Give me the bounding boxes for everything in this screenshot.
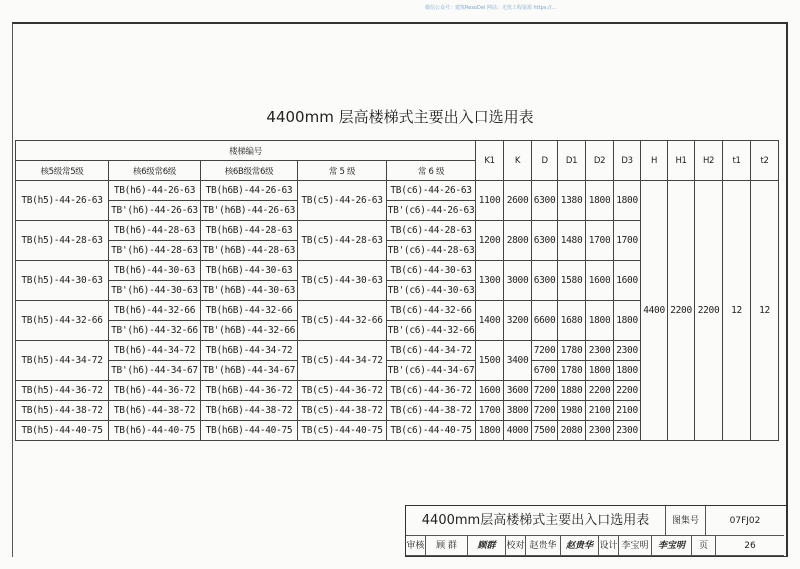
code-c6: TB(c6)-44-40-75 [387,421,476,441]
title-block-title: 4400mm层高楼梯式主要出入口选用表 [406,506,666,536]
value-d2: 2100 [586,401,614,421]
code-h6: TB(h6)-44-28-63 [109,221,201,241]
code-h5: TB(h5)-44-28-63 [16,221,109,261]
value-d: 6700 [532,361,558,381]
table-row [16,181,779,201]
code-c6: TB(c6)-44-32-66 [387,301,476,321]
value-k: 2800 [504,221,532,261]
value-d: 7500 [532,421,558,441]
value-k: 3400 [504,341,532,381]
value-d: 6300 [532,261,558,301]
value-h2: 2200 [695,181,723,441]
header-col-3: 常 5 级 [298,161,387,181]
code-h6: TB(h6)-44-40-75 [109,421,201,441]
value-d: 6600 [532,301,558,341]
value-d1: 1780 [558,341,586,361]
value-d3: 1800 [614,301,641,341]
code-h6b: TB(h6B)-44-30-63 [201,261,298,281]
designer-signature: 李宝明 [652,536,692,556]
code-h5: TB(h5)-44-34-72 [16,341,109,381]
value-d3: 2200 [614,381,641,401]
code-h6b: TB(h6B)-44-34-72 [201,341,298,361]
atlas-number: 07FJ02 [706,506,784,536]
code-h5: TB(h5)-44-38-72 [16,401,109,421]
header-d: D [532,141,558,181]
value-d2: 1800 [586,361,614,381]
value-k: 3000 [504,261,532,301]
code-c6: TB'(c6)-44-32-66 [387,321,476,341]
header-col-2: 核6B级常6级 [201,161,298,181]
value-d1: 1780 [558,361,586,381]
value-d1: 1680 [558,301,586,341]
reviewer-name: 顾 群 [426,536,468,556]
value-h: 4400 [641,181,668,441]
code-h6b: TB(h6B)-44-28-63 [201,221,298,241]
code-h6b: TB(h6B)-44-36-72 [201,381,298,401]
code-c6: TB(c6)-44-38-72 [387,401,476,421]
value-d3: 1600 [614,261,641,301]
code-c6: TB'(c6)-44-30-63 [387,281,476,301]
value-k: 2600 [504,181,532,221]
code-h6b: TB(h6B)-44-40-75 [201,421,298,441]
value-k: 4000 [504,421,532,441]
code-h5: TB(h5)-44-32-66 [16,301,109,341]
checker-name: 赵贵华 [526,536,561,556]
code-h6: TB'(h6)-44-26-63 [109,201,201,221]
page-number: 26 [716,536,784,556]
watermark: 微信公众号：建筑ResoDel 网站：无忧工程资源 https://... [425,5,557,11]
header-col-4: 常 6 级 [387,161,476,181]
value-d3: 1800 [614,361,641,381]
code-h6: TB(h6)-44-30-63 [109,261,201,281]
code-c5: TB(c5)-44-32-66 [298,301,387,341]
atlas-label: 图集号 [666,506,706,536]
value-k1: 1200 [476,221,504,261]
value-d2: 1700 [586,221,614,261]
value-d2: 1600 [586,261,614,301]
header-d1: D1 [558,141,586,181]
code-c6: TB(c6)-44-26-63 [387,181,476,201]
value-d2: 2300 [586,421,614,441]
header-h2: H2 [695,141,723,181]
value-d2: 1800 [586,181,614,221]
header-stair-number: 楼梯编号 [16,141,476,161]
title-block [405,505,788,557]
code-h6b: TB'(h6B)-44-28-63 [201,241,298,261]
code-h6: TB(h6)-44-36-72 [109,381,201,401]
code-c6: TB'(c6)-44-26-63 [387,201,476,221]
check-label: 校对 [506,536,526,556]
review-label: 审核 [406,536,426,556]
code-h6b: TB(h6B)-44-32-66 [201,301,298,321]
code-h6: TB'(h6)-44-34-67 [109,361,201,381]
code-h6: TB'(h6)-44-32-66 [109,321,201,341]
value-d1: 1580 [558,261,586,301]
code-h5: TB(h5)-44-40-75 [16,421,109,441]
code-c5: TB(c5)-44-30-63 [298,261,387,301]
value-d1: 1380 [558,181,586,221]
code-c6: TB(c6)-44-34-72 [387,341,476,361]
value-d3: 2100 [614,401,641,421]
value-d2: 2200 [586,381,614,401]
code-c5: TB(c5)-44-34-72 [298,341,387,381]
value-k1: 1400 [476,301,504,341]
value-k1: 1800 [476,421,504,441]
value-k1: 1500 [476,341,504,381]
value-d: 7200 [532,401,558,421]
header-h: H [641,141,668,181]
value-d: 7200 [532,341,558,361]
header-d2: D2 [586,141,614,181]
designer-name: 李宝明 [619,536,652,556]
header-d3: D3 [614,141,641,181]
header-col-0: 核5级常5级 [16,161,109,181]
code-h6: TB(h6)-44-34-72 [109,341,201,361]
code-h6: TB(h6)-44-26-63 [109,181,201,201]
code-c5: TB(c5)-44-36-72 [298,381,387,401]
value-k1: 1300 [476,261,504,301]
value-k: 3600 [504,381,532,401]
code-c6: TB(c6)-44-30-63 [387,261,476,281]
code-h6b: TB(h6B)-44-26-63 [201,181,298,201]
value-d2: 1800 [586,301,614,341]
value-d3: 1800 [614,181,641,221]
header-k: K [504,141,532,181]
reviewer-signature: 顾群 [468,536,506,556]
page-label: 页 [692,536,716,556]
code-h6b: TB(h6B)-44-38-72 [201,401,298,421]
value-d3: 1700 [614,221,641,261]
value-t1: 12 [723,181,751,441]
code-h6b: TB'(h6B)-44-30-63 [201,281,298,301]
code-h6: TB(h6)-44-32-66 [109,301,201,321]
header-k1: K1 [476,141,504,181]
header-col-1: 核6级常6级 [109,161,201,181]
value-d1: 1980 [558,401,586,421]
value-d3: 2300 [614,341,641,361]
value-d1: 1880 [558,381,586,401]
code-h6b: TB'(h6B)-44-26-63 [201,201,298,221]
value-k1: 1600 [476,381,504,401]
value-d: 7200 [532,381,558,401]
header-t2: t2 [751,141,779,181]
code-c6: TB'(c6)-44-34-67 [387,361,476,381]
code-c5: TB(c5)-44-38-72 [298,401,387,421]
code-c6: TB(c6)-44-36-72 [387,381,476,401]
code-h6: TB'(h6)-44-30-63 [109,281,201,301]
code-c5: TB(c5)-44-40-75 [298,421,387,441]
value-h1: 2200 [668,181,695,441]
value-t2: 12 [751,181,779,441]
code-h6b: TB'(h6B)-44-32-66 [201,321,298,341]
header-h1: H1 [668,141,695,181]
value-k: 3800 [504,401,532,421]
value-d1: 2080 [558,421,586,441]
code-h5: TB(h5)-44-30-63 [16,261,109,301]
value-d3: 2300 [614,421,641,441]
design-label: 设计 [599,536,619,556]
value-k1: 1100 [476,181,504,221]
code-c6: TB'(c6)-44-28-63 [387,241,476,261]
code-c6: TB(c6)-44-28-63 [387,221,476,241]
header-t1: t1 [723,141,751,181]
value-k: 3200 [504,301,532,341]
code-h5: TB(h5)-44-36-72 [16,381,109,401]
code-c5: TB(c5)-44-26-63 [298,181,387,221]
value-d1: 1480 [558,221,586,261]
code-h5: TB(h5)-44-26-63 [16,181,109,221]
value-k1: 1700 [476,401,504,421]
selection-table [15,140,779,441]
code-c5: TB(c5)-44-28-63 [298,221,387,261]
checker-signature: 赵贵华 [561,536,599,556]
code-h6: TB(h6)-44-38-72 [109,401,201,421]
value-d: 6300 [532,221,558,261]
value-d: 6300 [532,181,558,221]
code-h6: TB'(h6)-44-28-63 [109,241,201,261]
value-d2: 2300 [586,341,614,361]
code-h6b: TB'(h6B)-44-34-67 [201,361,298,381]
page-title: 4400mm 层高楼梯式主要出入口选用表 [266,108,534,126]
